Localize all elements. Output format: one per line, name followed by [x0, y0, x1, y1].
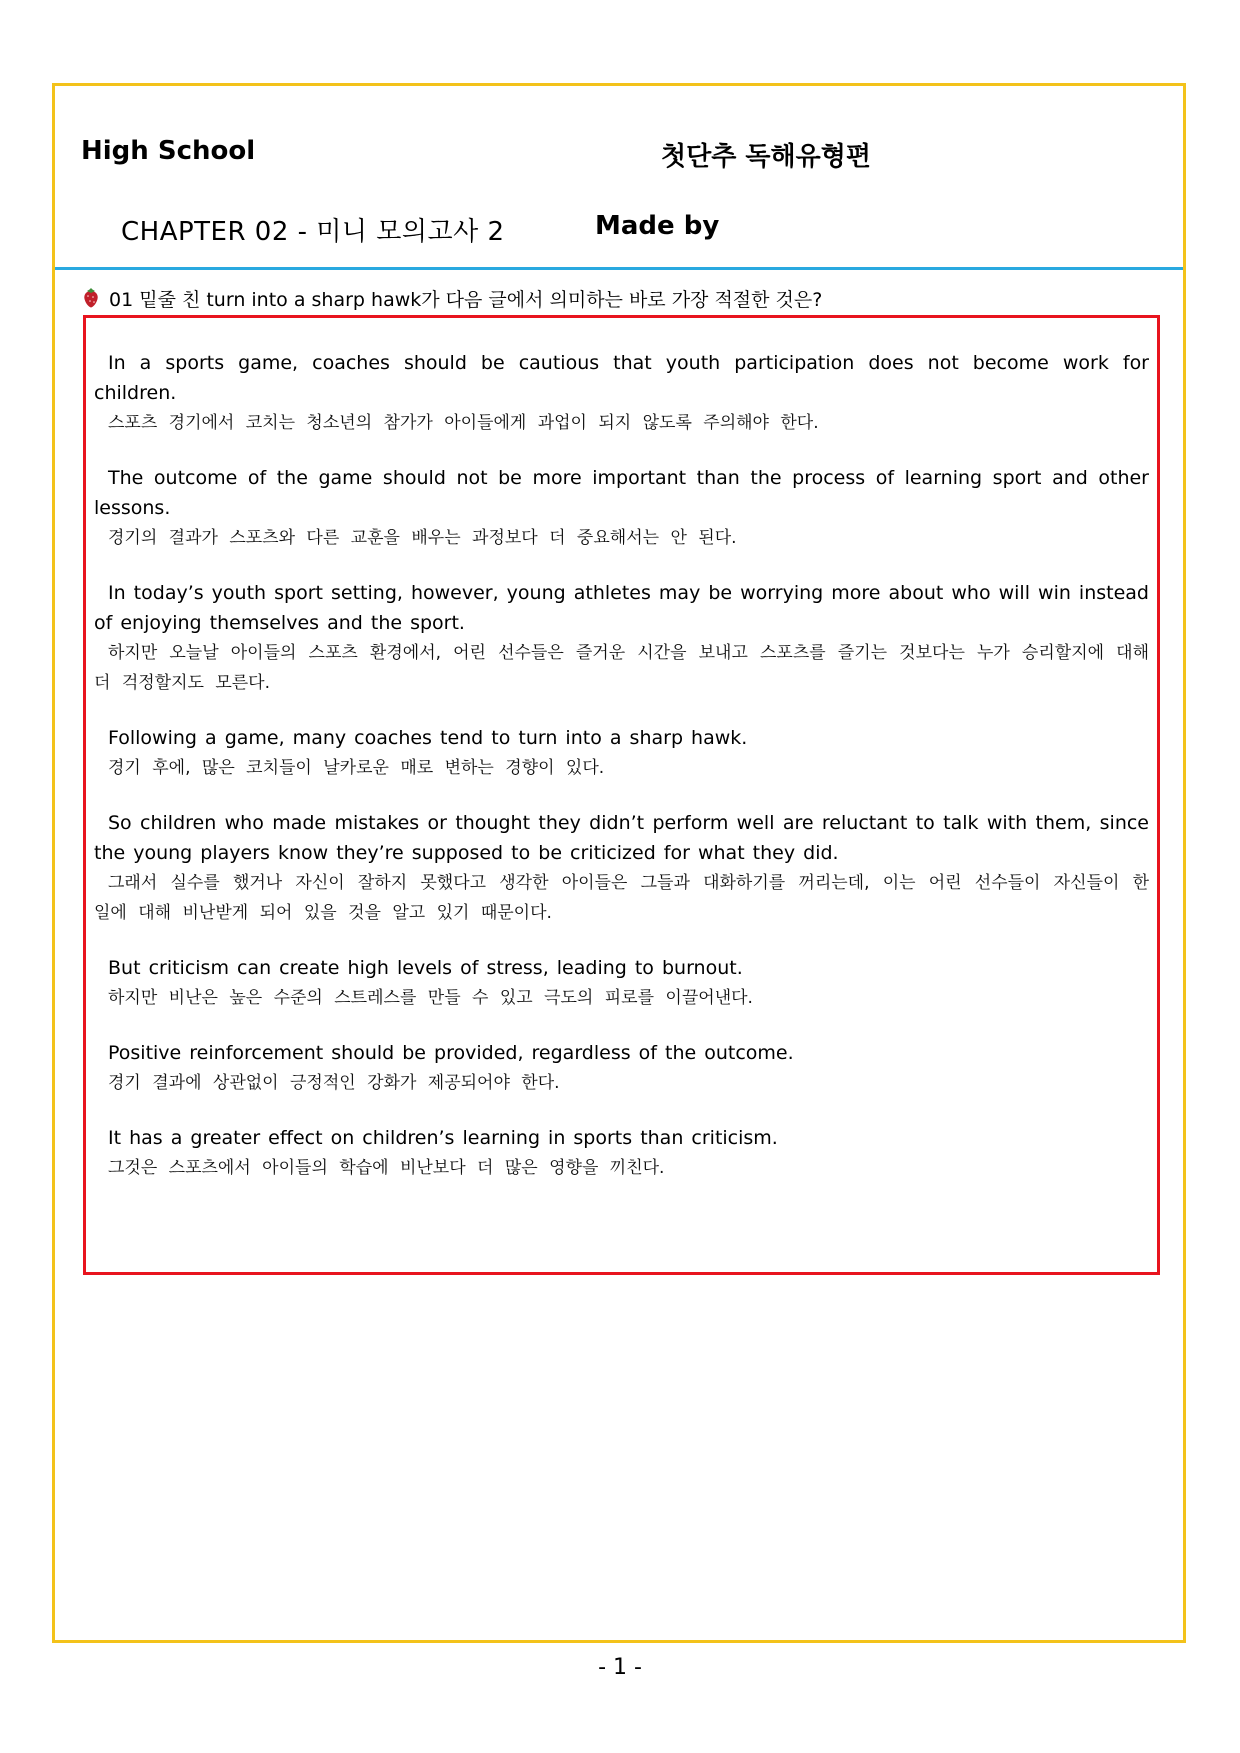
question-prompt: [83, 283, 1163, 313]
english-sentence: In a sports game, coaches should be cautious that youth participation does not become work for children.: [94, 352, 1149, 404]
korean-translation: 하지만 오늘날 아이들의 스포츠 환경에서, 어린 선수들은 즐거운 시간을 보내고 스포츠를 즐기는 것보다는 누가 승리할지에 대해 더 걱정할지도 모른다.: [94, 643, 1149, 693]
english-sentence: But criticism can create high levels of stress, leading to burnout.: [108, 957, 743, 979]
korean-translation: 경기 결과에 상관없이 긍정적인 강화가 제공되어야 한다.: [108, 1073, 560, 1093]
korean-translation: 경기 후에, 많은 코치들이 날카로운 매로 변하는 경향이 있다.: [108, 758, 605, 778]
english-sentence: Following a game, many coaches tend to turn into a sharp hawk.: [108, 727, 748, 749]
page-number: - 1 -: [598, 1655, 642, 1680]
sentence-block: [94, 1123, 1149, 1183]
sentence-block: [94, 348, 1149, 438]
sentence-block: [94, 953, 1149, 1013]
english-sentence: It has a greater effect on children’s learning in sports than criticism.: [108, 1127, 778, 1149]
chapter-title: CHAPTER 02 - 미니 모의고사 2: [121, 217, 505, 247]
korean-translation: 스포츠 경기에서 코치는 청소년의 참가가 아이들에게 과업이 되지 않도록 주의해야 한다.: [108, 413, 819, 433]
strawberry-icon: [83, 288, 99, 308]
question-text: 01 밑줄 친 turn into a sharp hawk가 다음 글에서 의미하는 바로 가장 적절한 것은?: [109, 288, 823, 311]
header-sub: [121, 211, 1157, 251]
english-sentence: So children who made mistakes or thought they didn’t perform well are reluctant to talk with them, since the young players know they’re supposed to be criticized for what they did.: [94, 812, 1149, 864]
sentence-block: [94, 723, 1149, 783]
page-frame: [52, 83, 1186, 1643]
korean-translation: 하지만 비난은 높은 수준의 스트레스를 만들 수 있고 극도의 피로를 이끌어낸다.: [108, 988, 753, 1008]
korean-translation: 그것은 스포츠에서 아이들의 학습에 비난보다 더 많은 영향을 끼친다.: [108, 1158, 665, 1178]
english-sentence: In today’s youth sport setting, however, young athletes may be worrying more about who will win instead of enjoying themselves and the sport.: [94, 582, 1149, 634]
sentence-block: [94, 1038, 1149, 1098]
sentence-block: [94, 463, 1149, 553]
sentence-block: [94, 578, 1149, 698]
made-by-label: Made by: [595, 211, 720, 241]
korean-translation: 경기의 결과가 스포츠와 다른 교훈을 배우는 과정보다 더 중요해서는 안 된다.: [108, 528, 737, 548]
school-label: High School: [81, 136, 256, 166]
header-divider: [55, 267, 1183, 270]
english-sentence: Positive reinforcement should be provided, regardless of the outcome.: [108, 1042, 794, 1064]
english-sentence: The outcome of the game should not be more important than the process of learning sport and other lessons.: [94, 467, 1149, 519]
korean-translation: 그래서 실수를 했거나 자신이 잘하지 못했다고 생각한 아이들은 그들과 대화하기를 꺼리는데, 이는 어린 선수들이 자신들이 한 일에 대해 비난받게 되어 있을 것을 알고 있기 때문이다.: [94, 873, 1149, 923]
sentence-block: [94, 808, 1149, 928]
header-top: [81, 136, 1157, 176]
passage-box: [83, 315, 1160, 1275]
book-title: 첫단추 독해유형편: [661, 142, 871, 172]
